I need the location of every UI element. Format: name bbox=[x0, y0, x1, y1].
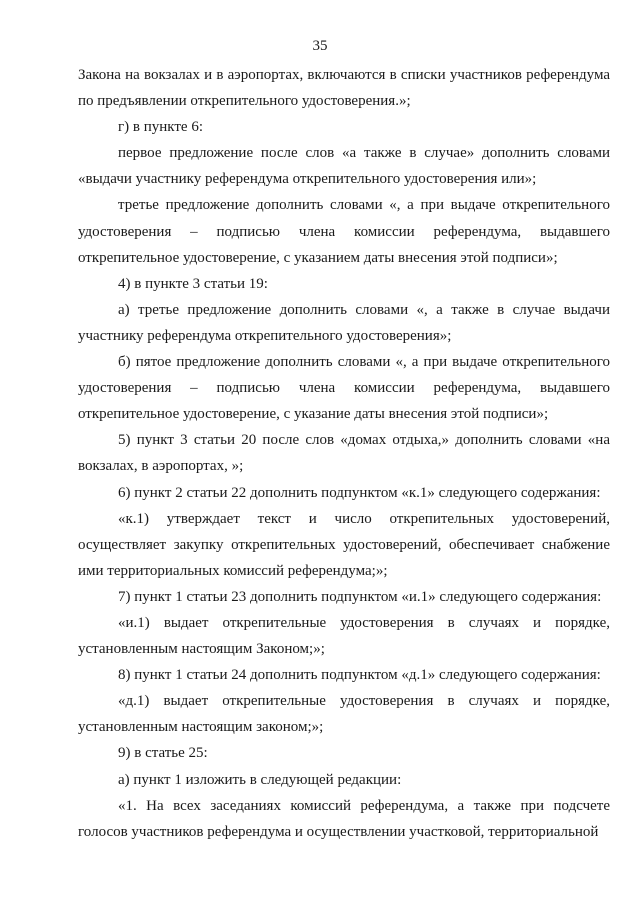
paragraph-third-sentence: третье предложение дополнить словами «, а при выдаче открепительного удостоверения – подписью члена комиссии референдума, выдавшего открепительное удостоверение, с указанием даты внесения этой подписи»; bbox=[78, 197, 610, 266]
paragraph-item-6-quote: «к.1) утверждает текст и число открепительных удостоверений, осуществляет закупку открепительных удостоверений, обеспечивает снабжение ими территориальных комиссий референдума;»; bbox=[78, 510, 610, 579]
page-number: 35 bbox=[312, 38, 328, 54]
document-body bbox=[78, 62, 610, 845]
paragraph-item-5: 5) пункт 3 статьи 20 после слов «домах отдыха,» дополнить словами «на вокзалах, в аэропортах, »; bbox=[78, 432, 610, 475]
paragraph-item-g: г) в пункте 6: bbox=[118, 119, 204, 136]
paragraph-item-9: 9) в статье 25: bbox=[118, 745, 208, 762]
paragraph-item-4: 4) в пункте 3 статьи 19: bbox=[118, 275, 268, 292]
paragraph-first-sentence: первое предложение после слов «а также в случае» дополнить словами «выдачи участнику референдума открепительного удостоверения или»; bbox=[78, 145, 610, 188]
paragraph-item-7-quote: «и.1) выдает открепительные удостоверения в случаях и порядке, установленным настоящим Законом;»; bbox=[78, 614, 610, 658]
paragraph-item-8: 8) пункт 1 статьи 24 дополнить подпунктом «д.1» следующего содержания: bbox=[118, 667, 601, 684]
paragraph-item-7: 7) пункт 1 статьи 23 дополнить подпунктом «и.1» следующего содержания: bbox=[118, 588, 602, 605]
paragraph-continuation: Закона на вокзалах и в аэропортах, включаются в списки участников референдума по предъявлении открепительного удостоверения.»; bbox=[78, 67, 610, 110]
paragraph-item-4b: б) пятое предложение дополнить словами «, а при выдаче открепительного удостоверения – подписью члена комиссии референдума, выдавшего открепительное удостоверение, с указание даты внесения этой подписи»; bbox=[78, 354, 610, 423]
paragraph-item-6: 6) пункт 2 статьи 22 дополнить подпунктом «к.1» следующего содержания: bbox=[118, 484, 601, 501]
paragraph-item-4a: а) третье предложение дополнить словами «, а также в случае выдачи участнику референдума открепительного удостоверения»; bbox=[78, 301, 610, 344]
paragraph-item-9a: а) пункт 1 изложить в следующей редакции: bbox=[118, 771, 402, 788]
paragraph-item-9a-quote: «1. На всех заседаниях комиссий референдума, а также при подсчете голосов участников референдума и осуществлении участковой, территориальной bbox=[78, 797, 610, 840]
paragraph-item-8-quote: «д.1) выдает открепительные удостоверения в случаях и порядке, установленным настоящим законом;»; bbox=[78, 693, 610, 736]
